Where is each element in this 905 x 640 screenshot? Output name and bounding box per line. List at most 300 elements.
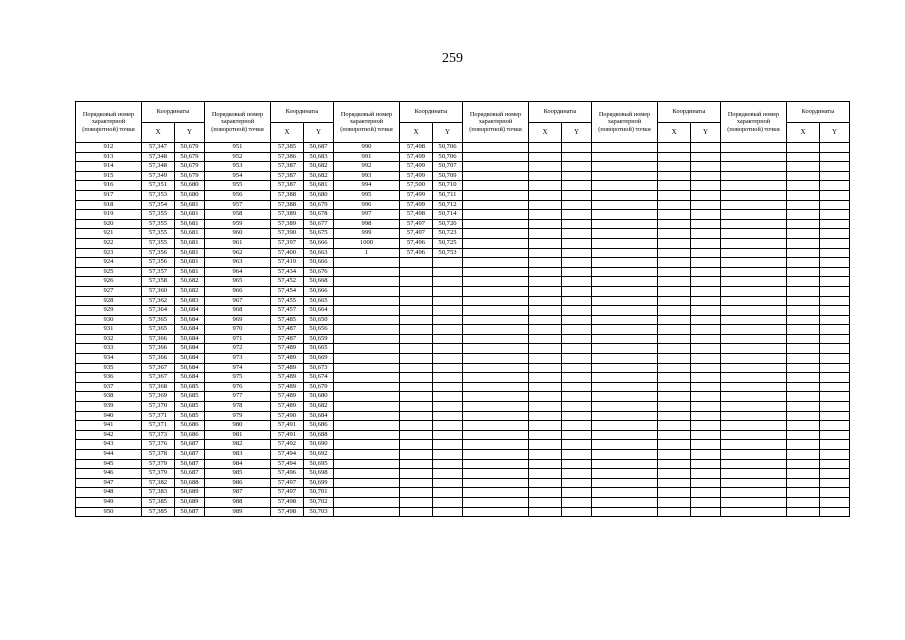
table-row — [76, 143, 850, 153]
y-coordinate-cell: 50,695 — [304, 459, 334, 469]
point-number-cell: 947 — [76, 478, 142, 488]
table-row — [76, 344, 850, 354]
x-coordinate-cell — [400, 411, 433, 421]
y-coordinate-cell — [433, 459, 463, 469]
x-coordinate-cell — [400, 267, 433, 277]
table-row — [76, 277, 850, 287]
x-coordinate-cell: 57,376 — [142, 440, 175, 450]
point-number-cell: 959 — [205, 219, 271, 229]
y-coordinate-cell — [562, 238, 592, 248]
y-coordinate-cell: 50,677 — [304, 219, 334, 229]
point-number-cell — [463, 258, 529, 268]
x-coordinate-cell: 57,389 — [271, 219, 304, 229]
x-coordinate-cell — [400, 306, 433, 316]
point-number-cell: 980 — [205, 421, 271, 431]
x-coordinate-cell — [658, 210, 691, 220]
x-coordinate-cell — [787, 411, 820, 421]
point-number-cell: 996 — [334, 200, 400, 210]
x-coordinate-cell — [400, 382, 433, 392]
point-number-cell — [463, 162, 529, 172]
point-number-cell — [592, 373, 658, 383]
x-coordinate-cell — [529, 507, 562, 517]
y-coordinate-cell — [433, 478, 463, 488]
x-coordinate-cell — [529, 296, 562, 306]
point-number-cell — [592, 219, 658, 229]
x-coordinate-cell: 57,397 — [271, 238, 304, 248]
y-coordinate-cell — [433, 497, 463, 507]
point-number-cell — [334, 421, 400, 431]
y-coordinate-cell — [691, 488, 721, 498]
x-coordinate-cell — [400, 469, 433, 479]
table-row — [76, 200, 850, 210]
y-coordinate-cell: 50,684 — [304, 411, 334, 421]
point-number-cell — [721, 229, 787, 239]
point-number-cell: 919 — [76, 210, 142, 220]
y-coordinate-cell: 50,720 — [433, 219, 463, 229]
y-coordinate-cell: 50,702 — [304, 497, 334, 507]
point-number-cell: 953 — [205, 162, 271, 172]
x-coordinate-cell — [529, 392, 562, 402]
y-coordinate-cell: 50,684 — [175, 344, 205, 354]
point-number-cell — [721, 459, 787, 469]
point-number-cell — [721, 200, 787, 210]
point-number-cell — [592, 210, 658, 220]
x-coordinate-cell — [400, 488, 433, 498]
table-row — [76, 296, 850, 306]
x-coordinate-cell — [658, 459, 691, 469]
point-number-cell: 935 — [76, 363, 142, 373]
x-coordinate-cell: 57,368 — [142, 382, 175, 392]
x-coordinate-cell — [787, 430, 820, 440]
table-row — [76, 421, 850, 431]
y-coordinate-cell — [691, 430, 721, 440]
point-number-cell: 1 — [334, 248, 400, 258]
y-coordinate-cell — [820, 430, 850, 440]
x-coordinate-cell — [400, 334, 433, 344]
point-number-cell — [721, 430, 787, 440]
x-coordinate-cell: 57,366 — [142, 344, 175, 354]
y-coordinate-cell — [562, 210, 592, 220]
x-coordinate-cell — [787, 354, 820, 364]
point-number-cell — [463, 440, 529, 450]
y-coordinate-cell — [562, 421, 592, 431]
y-coordinate-cell — [562, 507, 592, 517]
x-coordinate-cell — [787, 267, 820, 277]
point-number-cell — [463, 200, 529, 210]
x-coordinate-cell — [400, 430, 433, 440]
x-coordinate-cell: 57,419 — [271, 258, 304, 268]
x-coordinate-cell — [529, 267, 562, 277]
x-coordinate-cell — [529, 190, 562, 200]
y-coordinate-cell — [691, 171, 721, 181]
y-coordinate-cell: 50,723 — [433, 229, 463, 239]
point-number-cell: 914 — [76, 162, 142, 172]
x-header: X — [658, 123, 691, 143]
x-coordinate-cell — [400, 497, 433, 507]
point-number-cell: 930 — [76, 315, 142, 325]
x-coordinate-cell — [400, 344, 433, 354]
y-coordinate-cell — [562, 143, 592, 153]
point-number-cell: 982 — [205, 440, 271, 450]
point-number-cell: 946 — [76, 469, 142, 479]
y-coordinate-cell: 50,681 — [175, 248, 205, 258]
x-coordinate-cell — [787, 363, 820, 373]
point-number-cell — [334, 469, 400, 479]
point-number-cell — [592, 497, 658, 507]
x-coordinate-cell: 57,492 — [271, 440, 304, 450]
y-coordinate-cell — [562, 162, 592, 172]
y-coordinate-cell — [820, 286, 850, 296]
point-number-cell — [721, 315, 787, 325]
point-number-cell — [334, 306, 400, 316]
y-coordinate-cell — [562, 277, 592, 287]
y-coordinate-cell — [691, 411, 721, 421]
table-row — [76, 315, 850, 325]
x-coordinate-cell: 57,496 — [271, 469, 304, 479]
x-coordinate-cell: 57,496 — [400, 248, 433, 258]
point-number-cell: 918 — [76, 200, 142, 210]
point-number-cell: 929 — [76, 306, 142, 316]
table-row — [76, 363, 850, 373]
table-row — [76, 267, 850, 277]
point-number-cell — [721, 507, 787, 517]
y-coordinate-cell: 50,676 — [304, 267, 334, 277]
point-number-cell — [334, 402, 400, 412]
point-number-cell: 934 — [76, 354, 142, 364]
point-number-cell — [334, 450, 400, 460]
y-coordinate-cell: 50,682 — [304, 162, 334, 172]
y-coordinate-cell: 50,711 — [433, 190, 463, 200]
point-number-header: Порядковый номер характерной (поворотной) точки — [721, 102, 787, 143]
point-number-cell: 981 — [205, 430, 271, 440]
x-coordinate-cell — [400, 315, 433, 325]
x-coordinate-cell: 57,351 — [142, 181, 175, 191]
x-coordinate-cell — [658, 450, 691, 460]
x-coordinate-cell — [787, 200, 820, 210]
y-coordinate-cell — [820, 440, 850, 450]
y-coordinate-cell — [562, 411, 592, 421]
y-coordinate-cell — [820, 219, 850, 229]
y-coordinate-cell — [691, 497, 721, 507]
y-coordinate-cell: 50,679 — [304, 200, 334, 210]
point-number-cell: 960 — [205, 229, 271, 239]
point-number-cell — [592, 229, 658, 239]
x-coordinate-cell — [529, 200, 562, 210]
y-coordinate-cell — [433, 344, 463, 354]
point-number-cell: 994 — [334, 181, 400, 191]
point-number-header: Порядковый номер характерной (поворотной) точки — [592, 102, 658, 143]
x-coordinate-cell: 57,355 — [142, 219, 175, 229]
point-number-cell — [592, 430, 658, 440]
point-number-cell — [721, 363, 787, 373]
point-number-cell — [721, 258, 787, 268]
y-header: Y — [304, 123, 334, 143]
point-number-cell: 941 — [76, 421, 142, 431]
y-coordinate-cell — [562, 152, 592, 162]
x-coordinate-cell: 57,386 — [271, 152, 304, 162]
table-row — [76, 229, 850, 239]
y-coordinate-cell — [691, 181, 721, 191]
point-number-cell — [334, 440, 400, 450]
y-coordinate-cell — [691, 162, 721, 172]
point-number-cell — [592, 171, 658, 181]
point-number-cell — [463, 507, 529, 517]
y-coordinate-cell — [691, 469, 721, 479]
x-coordinate-cell — [400, 478, 433, 488]
coordinates-header: Координаты — [787, 102, 850, 123]
y-coordinate-cell: 50,650 — [304, 315, 334, 325]
y-coordinate-cell: 50,690 — [304, 440, 334, 450]
y-coordinate-cell: 50,685 — [175, 382, 205, 392]
point-number-cell — [592, 162, 658, 172]
y-coordinate-cell: 50,698 — [304, 469, 334, 479]
point-number-cell: 966 — [205, 286, 271, 296]
x-coordinate-cell — [787, 402, 820, 412]
y-header: Y — [691, 123, 721, 143]
y-coordinate-cell — [433, 469, 463, 479]
point-number-cell: 983 — [205, 450, 271, 460]
table-row — [76, 286, 850, 296]
x-coordinate-cell — [529, 363, 562, 373]
point-number-cell — [463, 143, 529, 153]
x-coordinate-cell: 57,379 — [142, 459, 175, 469]
point-number-cell: 936 — [76, 373, 142, 383]
y-coordinate-cell — [691, 354, 721, 364]
x-coordinate-cell: 57,373 — [142, 430, 175, 440]
point-number-cell — [721, 497, 787, 507]
x-coordinate-cell — [658, 219, 691, 229]
point-number-cell — [721, 267, 787, 277]
y-coordinate-cell — [820, 392, 850, 402]
point-number-cell — [463, 411, 529, 421]
x-coordinate-cell — [529, 286, 562, 296]
x-coordinate-cell: 57,485 — [271, 315, 304, 325]
x-coordinate-cell — [658, 162, 691, 172]
x-coordinate-cell — [787, 469, 820, 479]
x-coordinate-cell: 57,498 — [271, 507, 304, 517]
y-coordinate-cell — [691, 238, 721, 248]
point-number-cell — [334, 430, 400, 440]
y-coordinate-cell: 50,683 — [304, 152, 334, 162]
y-coordinate-cell — [433, 286, 463, 296]
point-number-cell — [334, 507, 400, 517]
y-coordinate-cell — [691, 152, 721, 162]
point-number-cell — [334, 382, 400, 392]
x-coordinate-cell — [658, 392, 691, 402]
x-coordinate-cell — [658, 267, 691, 277]
x-coordinate-cell — [658, 334, 691, 344]
point-number-cell: 968 — [205, 306, 271, 316]
point-number-cell — [721, 162, 787, 172]
y-coordinate-cell — [433, 450, 463, 460]
y-coordinate-cell — [691, 190, 721, 200]
point-number-cell: 950 — [76, 507, 142, 517]
point-number-cell — [463, 277, 529, 287]
y-coordinate-cell: 50,687 — [175, 440, 205, 450]
point-number-cell: 954 — [205, 171, 271, 181]
x-coordinate-cell — [529, 152, 562, 162]
table-row — [76, 162, 850, 172]
x-coordinate-cell — [529, 315, 562, 325]
y-coordinate-cell — [433, 392, 463, 402]
y-coordinate-cell: 50,682 — [304, 402, 334, 412]
point-number-cell — [721, 238, 787, 248]
x-coordinate-cell: 57,489 — [271, 392, 304, 402]
x-coordinate-cell — [400, 373, 433, 383]
x-coordinate-cell — [529, 469, 562, 479]
x-coordinate-cell: 57,390 — [271, 229, 304, 239]
x-coordinate-cell — [529, 143, 562, 153]
point-number-cell — [592, 143, 658, 153]
point-number-cell: 978 — [205, 402, 271, 412]
x-coordinate-cell — [400, 421, 433, 431]
x-coordinate-cell: 57,378 — [142, 450, 175, 460]
point-number-cell — [592, 459, 658, 469]
y-coordinate-cell — [820, 210, 850, 220]
y-coordinate-cell — [433, 267, 463, 277]
y-coordinate-cell — [691, 277, 721, 287]
x-coordinate-cell: 57,499 — [400, 200, 433, 210]
y-coordinate-cell: 50,680 — [304, 392, 334, 402]
x-coordinate-cell — [529, 478, 562, 488]
point-number-cell — [592, 411, 658, 421]
x-coordinate-cell — [400, 459, 433, 469]
x-coordinate-cell — [658, 440, 691, 450]
point-number-cell: 970 — [205, 325, 271, 335]
y-coordinate-cell: 50,664 — [304, 306, 334, 316]
coordinates-header: Координаты — [529, 102, 592, 123]
point-number-cell: 965 — [205, 277, 271, 287]
y-coordinate-cell — [562, 229, 592, 239]
y-coordinate-cell — [562, 286, 592, 296]
x-coordinate-cell — [529, 181, 562, 191]
y-coordinate-cell — [562, 363, 592, 373]
coordinates-header: Координаты — [271, 102, 334, 123]
x-coordinate-cell — [400, 392, 433, 402]
point-number-cell — [721, 181, 787, 191]
y-coordinate-cell — [562, 497, 592, 507]
y-coordinate-cell — [820, 267, 850, 277]
point-number-cell — [592, 296, 658, 306]
point-number-cell: 932 — [76, 334, 142, 344]
y-coordinate-cell — [691, 363, 721, 373]
y-coordinate-cell — [433, 277, 463, 287]
y-coordinate-cell — [691, 286, 721, 296]
point-number-cell: 943 — [76, 440, 142, 450]
point-number-cell — [721, 210, 787, 220]
x-coordinate-cell — [529, 459, 562, 469]
x-coordinate-cell — [658, 430, 691, 440]
y-coordinate-cell: 50,681 — [304, 181, 334, 191]
point-number-cell: 957 — [205, 200, 271, 210]
y-coordinate-cell: 50,707 — [433, 162, 463, 172]
table-row — [76, 306, 850, 316]
y-coordinate-cell — [562, 296, 592, 306]
y-coordinate-cell — [691, 440, 721, 450]
y-coordinate-cell: 50,682 — [175, 277, 205, 287]
table-row — [76, 354, 850, 364]
point-number-cell — [463, 469, 529, 479]
y-coordinate-cell — [691, 478, 721, 488]
point-number-cell — [592, 152, 658, 162]
x-coordinate-cell: 57,454 — [271, 286, 304, 296]
y-coordinate-cell — [820, 382, 850, 392]
point-number-cell — [334, 258, 400, 268]
x-coordinate-cell: 57,355 — [142, 229, 175, 239]
x-coordinate-cell — [787, 229, 820, 239]
y-coordinate-cell — [691, 315, 721, 325]
y-coordinate-cell: 50,678 — [304, 210, 334, 220]
y-coordinate-cell: 50,684 — [175, 315, 205, 325]
point-number-cell — [334, 392, 400, 402]
x-coordinate-cell: 57,387 — [271, 181, 304, 191]
point-number-cell: 985 — [205, 469, 271, 479]
point-number-cell: 927 — [76, 286, 142, 296]
x-coordinate-cell — [658, 382, 691, 392]
coordinates-table — [75, 101, 850, 517]
point-number-cell: 989 — [205, 507, 271, 517]
table-row — [76, 181, 850, 191]
y-coordinate-cell — [691, 306, 721, 316]
y-coordinate-cell — [562, 373, 592, 383]
point-number-cell — [463, 306, 529, 316]
x-coordinate-cell — [658, 248, 691, 258]
y-coordinate-cell — [433, 411, 463, 421]
y-coordinate-cell — [820, 497, 850, 507]
x-coordinate-cell — [787, 507, 820, 517]
y-coordinate-cell — [820, 171, 850, 181]
y-coordinate-cell — [820, 363, 850, 373]
point-number-cell — [463, 488, 529, 498]
point-number-cell — [334, 344, 400, 354]
y-coordinate-cell: 50,680 — [175, 190, 205, 200]
x-coordinate-cell — [787, 382, 820, 392]
point-number-header: Порядковый номер характерной (поворотной) точки — [76, 102, 142, 143]
x-coordinate-cell: 57,400 — [271, 248, 304, 258]
x-coordinate-cell: 57,362 — [142, 296, 175, 306]
x-coordinate-cell: 57,490 — [271, 411, 304, 421]
x-coordinate-cell — [400, 296, 433, 306]
y-coordinate-cell — [820, 190, 850, 200]
point-number-cell — [721, 248, 787, 258]
y-coordinate-cell — [562, 248, 592, 258]
table-row — [76, 469, 850, 479]
y-header: Y — [175, 123, 205, 143]
x-coordinate-cell — [787, 459, 820, 469]
x-coordinate-cell: 57,365 — [142, 315, 175, 325]
point-number-cell: 997 — [334, 210, 400, 220]
y-coordinate-cell — [433, 296, 463, 306]
x-coordinate-cell: 57,383 — [142, 488, 175, 498]
y-coordinate-cell: 50,701 — [304, 488, 334, 498]
y-coordinate-cell: 50,679 — [304, 382, 334, 392]
x-coordinate-cell: 57,357 — [142, 267, 175, 277]
x-coordinate-cell — [787, 210, 820, 220]
y-coordinate-cell — [691, 344, 721, 354]
y-coordinate-cell — [691, 248, 721, 258]
point-number-cell — [334, 354, 400, 364]
y-coordinate-cell — [820, 450, 850, 460]
table-row — [76, 190, 850, 200]
y-coordinate-cell — [820, 478, 850, 488]
point-number-cell — [592, 200, 658, 210]
y-coordinate-cell: 50,673 — [304, 363, 334, 373]
y-coordinate-cell: 50,688 — [304, 430, 334, 440]
x-coordinate-cell: 57,491 — [271, 421, 304, 431]
point-number-cell: 913 — [76, 152, 142, 162]
point-number-cell — [592, 315, 658, 325]
y-coordinate-cell — [562, 440, 592, 450]
